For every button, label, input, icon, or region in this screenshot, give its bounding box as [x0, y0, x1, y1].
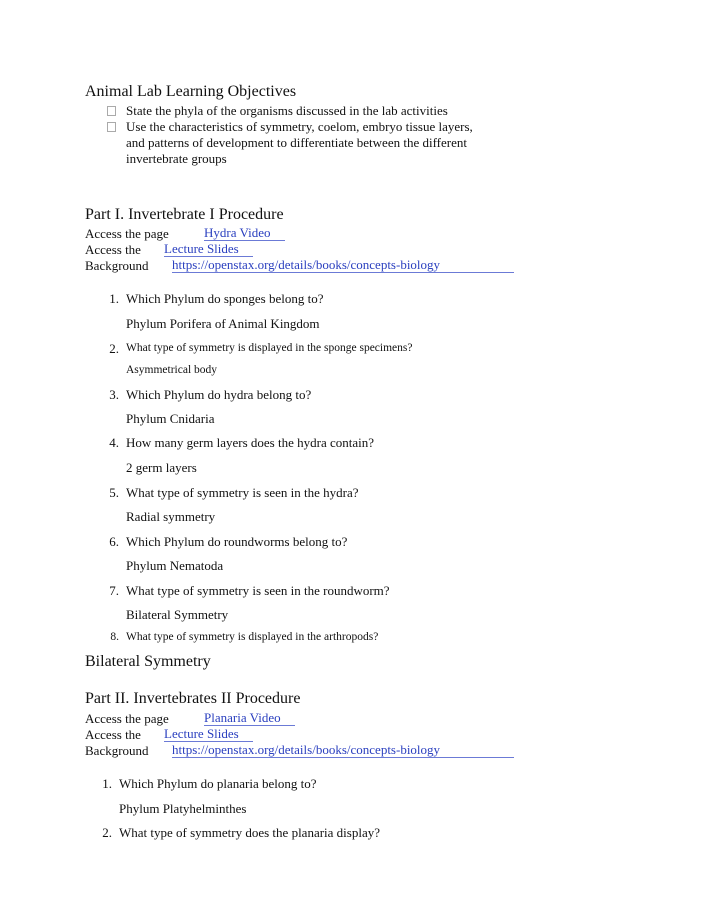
access-page-label: Access the page — [85, 711, 169, 726]
answer-text: Bilateral Symmetry — [85, 653, 211, 670]
question-number: 4. — [109, 435, 119, 450]
question-text: What type of symmetry is seen in the roundworm? — [126, 583, 390, 598]
answer-text: Phylum Nematoda — [126, 558, 224, 573]
question-number: 8. — [110, 631, 119, 643]
lecture-slides-link[interactable]: Lecture Slides — [164, 242, 253, 257]
question-text: Which Phylum do planaria belong to? — [119, 776, 317, 791]
question-text: What type of symmetry is displayed in the arthropods? — [126, 631, 379, 643]
background-link[interactable]: https://openstax.org/details/books/concepts-biology — [172, 258, 514, 273]
access-the-label: Access the — [85, 727, 141, 742]
answer-text: Bilateral Symmetry — [126, 607, 229, 622]
question-number: 2. — [102, 825, 112, 840]
answer-text: Asymmetrical body — [126, 364, 218, 376]
question-number: 1. — [102, 776, 112, 791]
objectives-title: Animal Lab Learning Objectives — [85, 83, 297, 100]
question-text: Which Phylum do sponges belong to? — [126, 291, 324, 306]
objective-item: State the phyla of the organisms discussed in the lab activities — [126, 103, 448, 118]
part2-title: Part II. Invertebrates II Procedure — [85, 690, 301, 707]
question-number: 2. — [109, 341, 119, 356]
objective-item-continued: invertebrate groups — [126, 151, 227, 166]
background-link[interactable]: https://openstax.org/details/books/concepts-biology — [172, 743, 514, 758]
part1-title: Part I. Invertebrate I Procedure — [85, 206, 284, 223]
question-number: 3. — [109, 387, 119, 402]
question-number: 7. — [109, 583, 119, 598]
question-number: 5. — [109, 485, 119, 500]
answer-text: Phylum Cnidaria — [126, 411, 215, 426]
planaria-video-link[interactable]: Planaria Video — [204, 711, 295, 726]
answer-text: 2 germ layers — [126, 460, 197, 475]
question-text: What type of symmetry does the planaria display? — [119, 825, 381, 840]
question-number: 6. — [109, 534, 119, 549]
answer-text: Phylum Porifera of Animal Kingdom — [126, 316, 320, 331]
question-text: Which Phylum do roundworms belong to? — [126, 534, 348, 549]
answer-text: Phylum Platyhelminthes — [119, 801, 247, 816]
objective-bullet-icon — [107, 120, 116, 136]
objective-item: Use the characteristics of symmetry, coelom, embryo tissue layers, — [126, 119, 473, 134]
question-text: What type of symmetry is displayed in the sponge specimens? — [126, 342, 413, 354]
hydra-video-link[interactable]: Hydra Video — [204, 226, 285, 241]
question-text: How many germ layers does the hydra contain? — [126, 435, 375, 450]
objective-item-continued: and patterns of development to differentiate between the different — [126, 135, 467, 150]
objective-bullet-icon — [107, 104, 116, 120]
question-text: What type of symmetry is seen in the hydra? — [126, 485, 359, 500]
background-label: Background — [85, 258, 149, 273]
question-number: 1. — [109, 291, 119, 306]
answer-text: Radial symmetry — [126, 509, 216, 524]
background-label: Background — [85, 743, 149, 758]
question-text: Which Phylum do hydra belong to? — [126, 387, 312, 402]
access-the-label: Access the — [85, 242, 141, 257]
access-page-label: Access the page — [85, 226, 169, 241]
lecture-slides-link[interactable]: Lecture Slides — [164, 727, 253, 742]
